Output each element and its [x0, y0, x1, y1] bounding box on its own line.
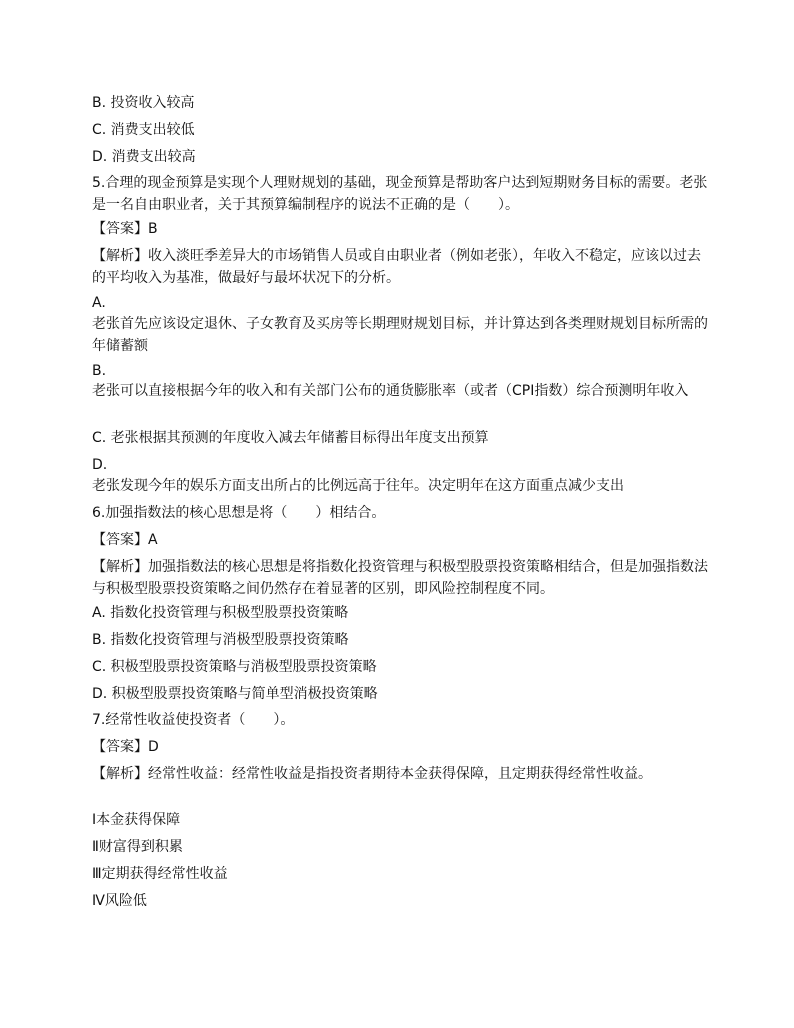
option-c-q5: C. 老张根据其预测的年度收入减去年储蓄目标得出年度支出预算	[92, 430, 489, 446]
question-7: 7.经常性收益使投资者（ ）。	[92, 712, 295, 728]
option-a-label-q5: A.	[92, 295, 106, 311]
option-a-text-q5: 老张首先应该设定退休、子女教育及买房等长期理财规划目标，并计算达到各类理财规划目标所需的年储蓄额	[92, 316, 708, 354]
option-c-q6: C. 积极型股票投资策略与消极型股票投资策略	[92, 659, 377, 675]
statement-1-q7: Ⅰ本金获得保障	[92, 812, 181, 828]
answer-q5: 【答案】B	[92, 221, 158, 237]
option-b-q6: B. 指数化投资管理与消极型股票投资策略	[92, 632, 349, 648]
answer-q6: 【答案】A	[92, 532, 158, 548]
analysis-q5: 【解析】收入淡旺季差异大的市场销售人员或自由职业者（例如老张），年收入不稳定，应该以过去的平均收入为基准，做最好与最坏状况下的分析。	[92, 248, 701, 286]
option-b-label-q5: B.	[92, 363, 107, 379]
option-d-q6: D. 积极型股票投资策略与简单型消极投资策略	[92, 686, 378, 702]
option-d-q4: D. 消费支出较高	[92, 149, 196, 165]
question-5: 5.合理的现金预算是实现个人理财规划的基础，现金预算是帮助客户达到短期财务目标的需要。老张是一名自由职业者，关于其预算编制程序的说法不正确的是（ ）。	[92, 175, 708, 213]
option-d-label-q5: D.	[92, 457, 108, 473]
analysis-q6: 【解析】加强指数法的核心思想是将指数化投资管理与积极型股票投资策略相结合，但是加强指数法与积极型股票投资策略之间仍然存在着显著的区别，即风险控制程度不同。	[92, 559, 708, 597]
option-b-text-q5: 老张可以直接根据今年的收入和有关部门公布的通货膨胀率（或者（CPI指数）综合预测明年收入	[92, 383, 689, 399]
option-b-q4: B. 投资收入较高	[92, 95, 195, 111]
option-a-q6: A. 指数化投资管理与积极型股票投资策略	[92, 605, 349, 621]
statement-2-q7: Ⅱ财富得到积累	[92, 839, 183, 855]
option-c-q4: C. 消费支出较低	[92, 122, 195, 138]
answer-q7: 【答案】D	[92, 739, 159, 755]
statement-3-q7: Ⅲ定期获得经常性收益	[92, 866, 228, 882]
statement-4-q7: Ⅳ风险低	[92, 893, 147, 909]
question-6: 6.加强指数法的核心思想是将（ ）相结合。	[92, 505, 386, 521]
analysis-q7: 【解析】经常性收益：经常性收益是指投资者期待本金获得保障，且定期获得经常性收益。	[92, 766, 652, 782]
option-d-text-q5: 老张发现今年的娱乐方面支出所占的比例远高于往年。决定明年在这方面重点减少支出	[92, 478, 624, 494]
